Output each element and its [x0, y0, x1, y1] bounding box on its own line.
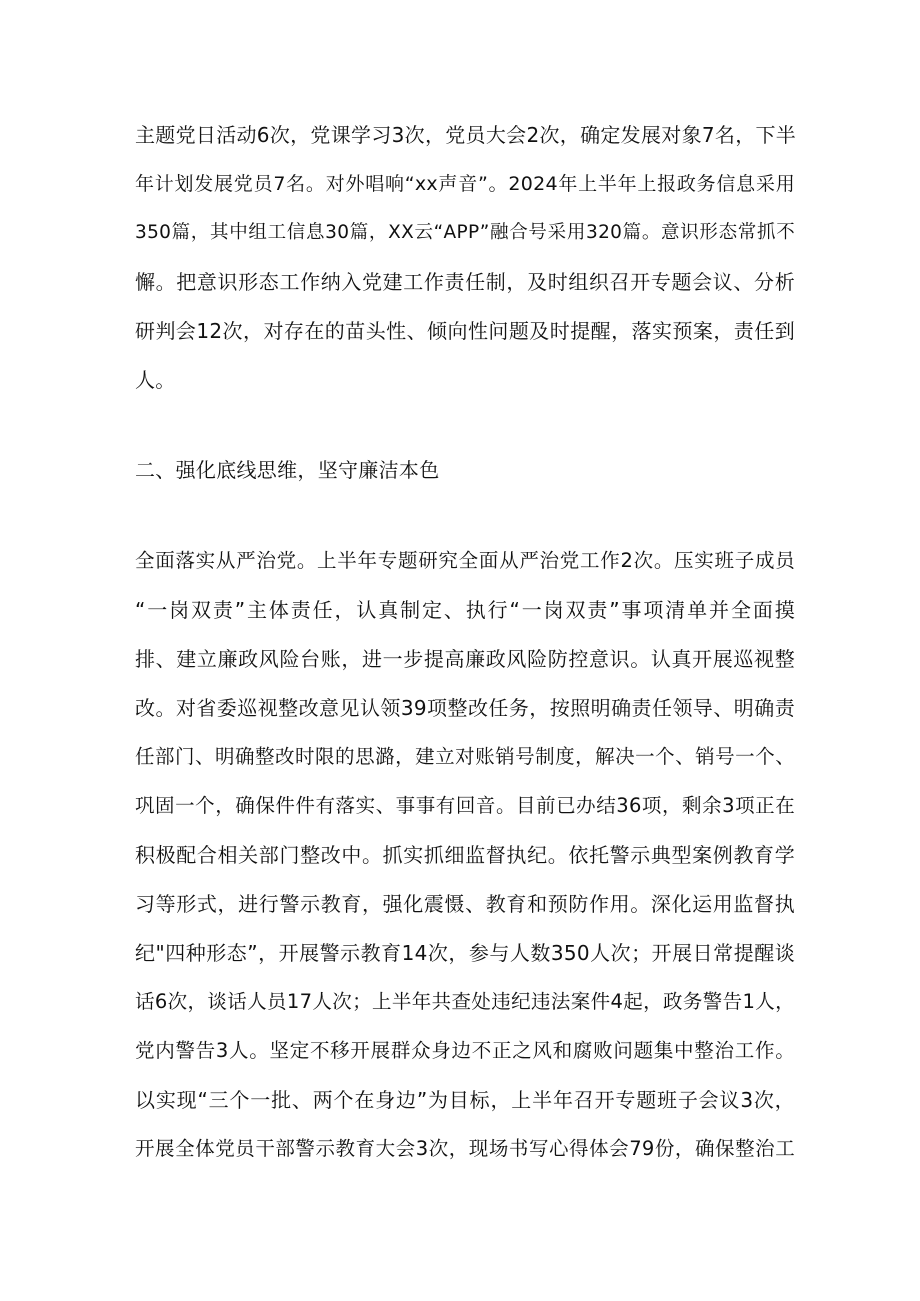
paragraph-1-line-4: 懈。把意识形态工作纳入党建工作责任制，及时组织召开专题会议、分析 — [135, 270, 795, 294]
paragraph-2-line-2: “一岗双责”主体责任，认真制定、执行“一岗双责”事项清单并全面摸 — [135, 598, 795, 622]
paragraph-2-line-6: 巩固一个，确保件件有落实、事事有回音。目前已办结36项，剩余3项正在 — [135, 794, 795, 817]
paragraph-1-line-2: 年计划发展党员7名。对外唱响“xx声音”。2024年上半年上报政务信息采用 — [135, 173, 795, 195]
paragraph-1-line-5: 研判会12次，对存在的苗头性、倾向性问题及时提醒，落实预案，责任到 — [135, 319, 795, 343]
paragraph-2-line-1: 全面落实从严治党。上半年专题研究全面从严治党工作2次。压实班子成员 — [135, 549, 795, 572]
paragraph-2-line-12: 以实现“三个一批、两个在身边”为目标，上半年召开专题班子会议3次， — [135, 1088, 795, 1112]
paragraph-2-line-11: 党内警告3人。坚定不移开展群众身边不正之风和腐败问题集中整治工作。 — [135, 1039, 795, 1062]
section-heading: 二、强化底线思维，坚守廉洁本色 — [135, 458, 440, 482]
paragraph-1-line-3: 350篇，其中组工信息30篇，XX云“APP”融合号采用320篇。意识形态常抓不 — [135, 222, 795, 243]
paragraph-2-line-13: 开展全体党员干部警示教育大会3次，现场书写心得体会79份，确保整治工 — [135, 1137, 795, 1160]
paragraph-2-line-8: 习等形式，进行警示教育，强化震慑、教育和预防作用。深化运用监督执 — [135, 892, 795, 916]
paragraph-2-line-5: 任部门、明确整改时限的思潞，建立对账销号制度，解决一个、销号一个、 — [135, 745, 795, 768]
paragraph-2-line-7: 积极配合相关部门整改中。抓实抓细监督执纪。依托警示典型案例教育学 — [135, 843, 795, 867]
paragraph-2-line-10: 话6次，谈话人员17人次；上半年共查处违纪违法案件4起，政务警告1人， — [135, 990, 795, 1013]
paragraph-2-line-3: 排、建立廉政风险台账，进一步提高廉政风险防控意识。认真开展巡视整 — [135, 647, 795, 671]
paragraph-1-line-1: 主题党日活动6次，党课学习3次，党员大会2次，确定发展对象7名，下半 — [135, 123, 797, 147]
paragraph-2-line-4: 改。对省委巡视整改意见认领39项整改任务，按照明确责任领导、明确责 — [135, 696, 795, 720]
paragraph-2-line-9: 纪"四种形态”，开展警示教育14次，参与人数350人次；开展日常提醒谈 — [135, 941, 795, 965]
paragraph-1-line-6: 人。 — [135, 368, 176, 392]
